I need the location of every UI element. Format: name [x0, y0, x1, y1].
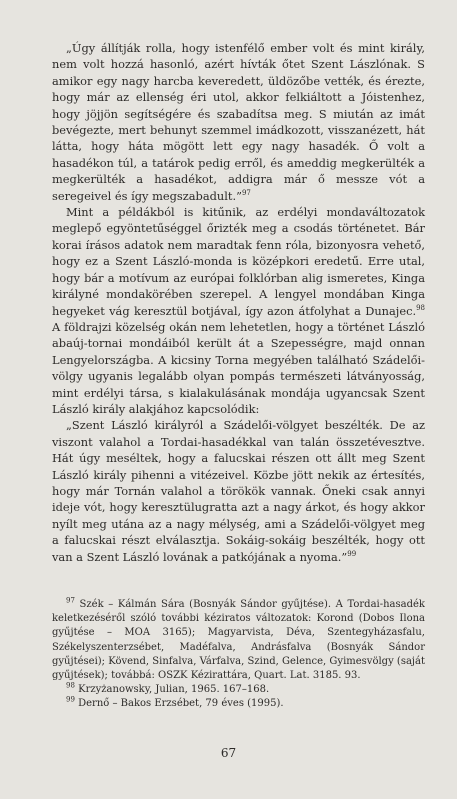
- footnote-text: Krzyżanowsky, Julian, 1965. 167–168.: [74, 684, 270, 696]
- footnote-number: 99: [66, 696, 75, 705]
- body-text-b: A földrajzi közelség okán nem lehetetlen, hogy a történet László abaúj-tornai mondáiból került át a Szepességre, majd onnan Lengyelországba. A kicsiny Torna megyében található Szádelői-völgy ugyanis legalább olyan pompás természeti látványosság, mint erdélyi társa, s kialakulásának mondája ugyancsak Szent László király alakjához kapcsolódik:: [52, 319, 425, 416]
- footnotes: [52, 598, 425, 712]
- footnote-text: Szék – Kálmán Sára (Bosnyák Sándor gyűjtése). A Tordai-hasadék keletkezéséről szóló további kéziratos változatok: Korond (Dobos Ilona gyűjtése – MOA 3165); Magyarvista, Déva, Szentegyházasfalu, Székelyszenterzsébet, Madéfalva, Andrásfalva (Bosnyák Sándor gyűjtései); Kövend, Sinfalva, Várfalva, Szind, Gelence, Gyimesvölgy (saját gyűjtések); továbbá: OSZK Kézirattára, Quart. Lat. 3185. 93.: [52, 599, 425, 682]
- quote-text-2: „Szent László királyról a Szádelői-völgyet beszélték. De az viszont valahol a Tordai-hasadékkal van talán összetévesztve. Hát úgy meséltek, hogy a falucskai részen ott állt meg Szent László király pihenni a vitézeivel. Közbe jött nekik az értesítés, hogy már Tornán valahol a törökök vannak. Őneki csak annyi ideje vót, hogy keresztülugratta azt a nagy árkot, és hogy akkor nyílt meg utána az a nagy mélység, ami a Szádelői-völgyet meg a falucskai részt elválasztja. Sokáig-sokáig beszélték, hogy ott van a Szent László lovának a patkójának a nyoma.”: [52, 418, 425, 564]
- footnote-99: [52, 697, 425, 711]
- body-paragraph: [52, 204, 425, 417]
- quote-paragraph-2: [52, 417, 425, 565]
- footnote-ref-97[interactable]: 97: [241, 188, 251, 197]
- footnote-98: [52, 683, 425, 697]
- quote-paragraph-1: [52, 40, 425, 204]
- footnote-97: [52, 598, 425, 683]
- main-text: [52, 40, 425, 565]
- footnote-number: 97: [66, 596, 75, 605]
- body-text-a: Mint a példákból is kitűnik, az erdélyi mondaváltozatok meglepő egyöntetűséggel őrizték meg a csodás történetet. Bár korai írásos adatok nem maradtak fenn róla, bizonyosra vehető, hogy ez a Szent László-monda is középkori eredetű. Erre utal, hogy bár a motívum az európai folklórban alig ismeretes, Kinga királyné mondakörében szerepel. A lengyel mondában Kinga hegyeket vág keresztül botjával, így azon átfolyhat a Dunajec.: [52, 205, 425, 318]
- footnote-text: Dernő – Bakos Erzsébet, 79 éves (1995).: [74, 698, 284, 710]
- page-number: 67: [220, 746, 237, 760]
- footnote-number: 98: [66, 681, 75, 690]
- footnote-ref-98[interactable]: 98: [416, 303, 425, 312]
- quote-text-1: „Úgy állítják rolla, hogy istenfélő ember volt és mint király, nem volt hozzá hasonló, azért hívták őtet Szent Lászlónak. S amikor egy nagy harcba keveredett, üldözőbe vették, és érezte, hogy már az ellenség éri utol, akkor felkiáltott a Jóistenhez, hogy jöjjön segítségére és szabadítsa meg. S miután az imát bevégezte, mert behunyt szemmel imádkozott, visszanézett, hát látta, hogy háta mögött lett egy nagy hasadék. Ő volt a hasadékon túl, a tatárok pedig erről, és ameddig megkerülték a megkerülték a hasadékot, addigra már ő messze vót a seregeivel és így megszabadult.”: [52, 41, 425, 203]
- footnote-ref-99[interactable]: 99: [347, 549, 357, 558]
